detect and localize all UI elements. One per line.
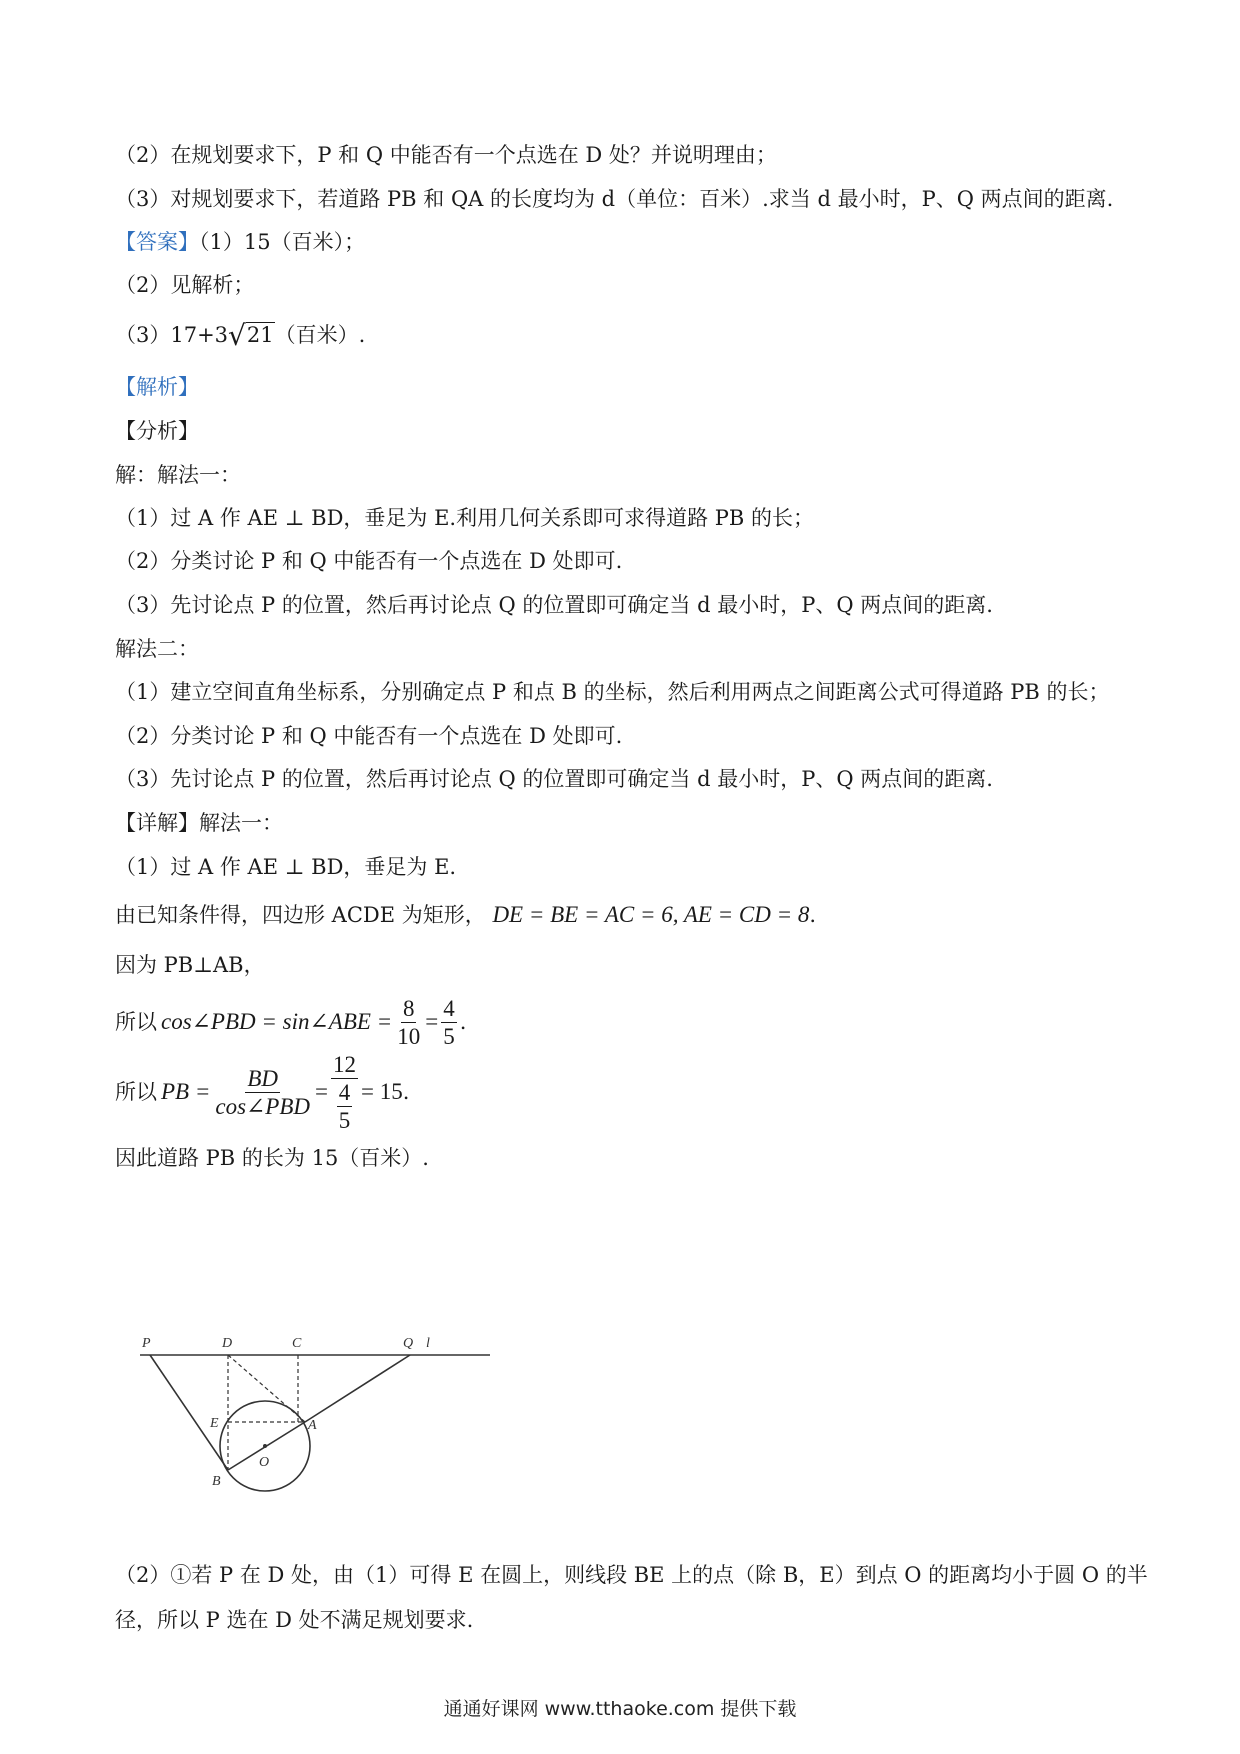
label-a: A — [308, 1418, 317, 1433]
cos-f2-num: 4 — [443, 995, 455, 1021]
label-p: P — [142, 1336, 151, 1351]
cos-f1-num: 8 — [402, 995, 415, 1021]
question-3: （3）对规划要求下，若道路 PB 和 QA 的长度均为 d（单位：百米）.求当 d 最小时，P、Q 两点间的距离. — [115, 187, 1114, 211]
cos-f2-den: 5 — [443, 1023, 455, 1049]
answer-3-suffix: （百米）. — [274, 323, 366, 347]
method-2-heading: 解法二： — [115, 637, 199, 661]
method-1-heading: 解：解法一： — [115, 463, 241, 487]
answer-2: （2）见解析； — [115, 273, 255, 297]
cos-fraction-2 — [441, 995, 457, 1050]
because-line: 因为 PB⊥AB， — [115, 953, 265, 977]
method-1-step-2: （2）分类讨论 P 和 Q 中能否有一个点选在 D 处即可. — [115, 549, 623, 573]
detail-step-1: （1）过 A 作 AE ⊥ BD，垂足为 E. — [115, 855, 457, 879]
pb-equation: 所以 PB = $\frac{BD}{\text{cos∠PBD}}$ = $\frac{12}{\frac{4}{5}}$ = 15 . — [115, 1051, 410, 1133]
pb-conclusion: 因此道路 PB 的长为 15（百米）. — [115, 1146, 429, 1170]
known-text: 由已知条件得，四边形 ACDE 为矩形， — [115, 903, 486, 927]
pb-num: BD — [247, 1065, 279, 1091]
answer-3-prefix: （3）17+3 — [115, 323, 229, 347]
label-e: E — [210, 1416, 219, 1431]
segment-pb — [150, 1355, 228, 1470]
cos-lhs: cos∠PBD = sin∠ABE = — [161, 1009, 393, 1034]
pb-fraction-1 — [213, 1065, 312, 1120]
method-1-step-1: （1）过 A 作 AE ⊥ BD，垂足为 E.利用几何关系即可求得道路 PB 的长； — [115, 506, 815, 530]
segment-aq — [305, 1355, 410, 1422]
answer-tag: 【答案】 — [115, 230, 199, 254]
question-2: （2）在规划要求下，P 和 Q 中能否有一个点选在 D 处？并说明理由； — [115, 143, 777, 167]
answer-3-radicand: 21 — [246, 323, 274, 347]
radical-sign: √ — [228, 319, 246, 352]
pb-prefix: 所以 — [115, 1080, 157, 1104]
detail-heading: 【详解】解法一： — [115, 811, 283, 835]
method-1-step-3: （3）先讨论点 P 的位置，然后再讨论点 Q 的位置即可确定当 d 最小时，P、Q 两点间的距离. — [115, 593, 993, 617]
jiexi-heading: 【解析】 — [115, 375, 199, 399]
known-math: DE = BE = AC = 6, AE = CD = 8 — [492, 902, 810, 927]
method-2-step-3: （3）先讨论点 P 的位置，然后再讨论点 Q 的位置即可确定当 d 最小时，P、Q 两点间的距离. — [115, 767, 993, 791]
method-2-step-2: （2）分类讨论 P 和 Q 中能否有一个点选在 D 处即可. — [115, 724, 623, 748]
label-o: O — [259, 1455, 270, 1470]
label-q: Q — [403, 1336, 414, 1351]
case-1-line-2: 径，所以 P 选在 D 处不满足规划要求. — [115, 1608, 474, 1632]
pb-f2-den — [335, 1079, 355, 1134]
cos-fraction-1 — [395, 995, 422, 1050]
cos-prefix: 所以 — [115, 1010, 157, 1034]
known-conditions: 由已知条件得，四边形 ACDE 为矩形， DE = BE = AC = 6, AE = CD = 8. — [115, 902, 817, 927]
answer-line-1 — [115, 227, 365, 257]
pb-f2-den-den: 5 — [338, 1107, 351, 1133]
cos-equation: 所以 cos∠PBD = sin∠ABE = $\frac{8}{10}$ = $\frac{4}{5}$ . — [115, 995, 467, 1049]
dashed-da — [228, 1355, 305, 1422]
fenxi-heading: 【分析】 — [115, 419, 199, 443]
pb-f2-den-num: 4 — [338, 1079, 351, 1105]
geometry-figure — [140, 1325, 500, 1555]
label-d: D — [222, 1336, 233, 1351]
label-c: C — [292, 1336, 302, 1351]
center-dot — [263, 1444, 267, 1448]
footer-source: 通通好课网 www.tthaoke.com 提供下载 — [443, 1698, 797, 1720]
pb-den: cos∠PBD — [215, 1093, 311, 1119]
label-b: B — [212, 1474, 221, 1489]
case-1-line-1: （2）①若 P 在 D 处，由（1）可得 E 在圆上，则线段 BE 上的点（除 B，E）到点 O 的距离均小于圆 O 的半 — [115, 1563, 1148, 1587]
cos-f1-den: 10 — [397, 1023, 421, 1049]
pb-result: = 15 — [361, 1079, 403, 1104]
answer-1: （1）15（百米）； — [199, 230, 366, 254]
method-2-step-1: （1）建立空间直角坐标系，分别确定点 P 和点 B 的坐标，然后利用两点之间距离公式可得道路 PB 的长； — [115, 680, 1110, 704]
pb-fraction-2 — [331, 1051, 358, 1134]
pb-f2-num: 12 — [333, 1051, 356, 1077]
label-l: l — [426, 1336, 430, 1351]
pb-lhs: PB = — [161, 1079, 211, 1104]
answer-3 — [115, 320, 365, 351]
